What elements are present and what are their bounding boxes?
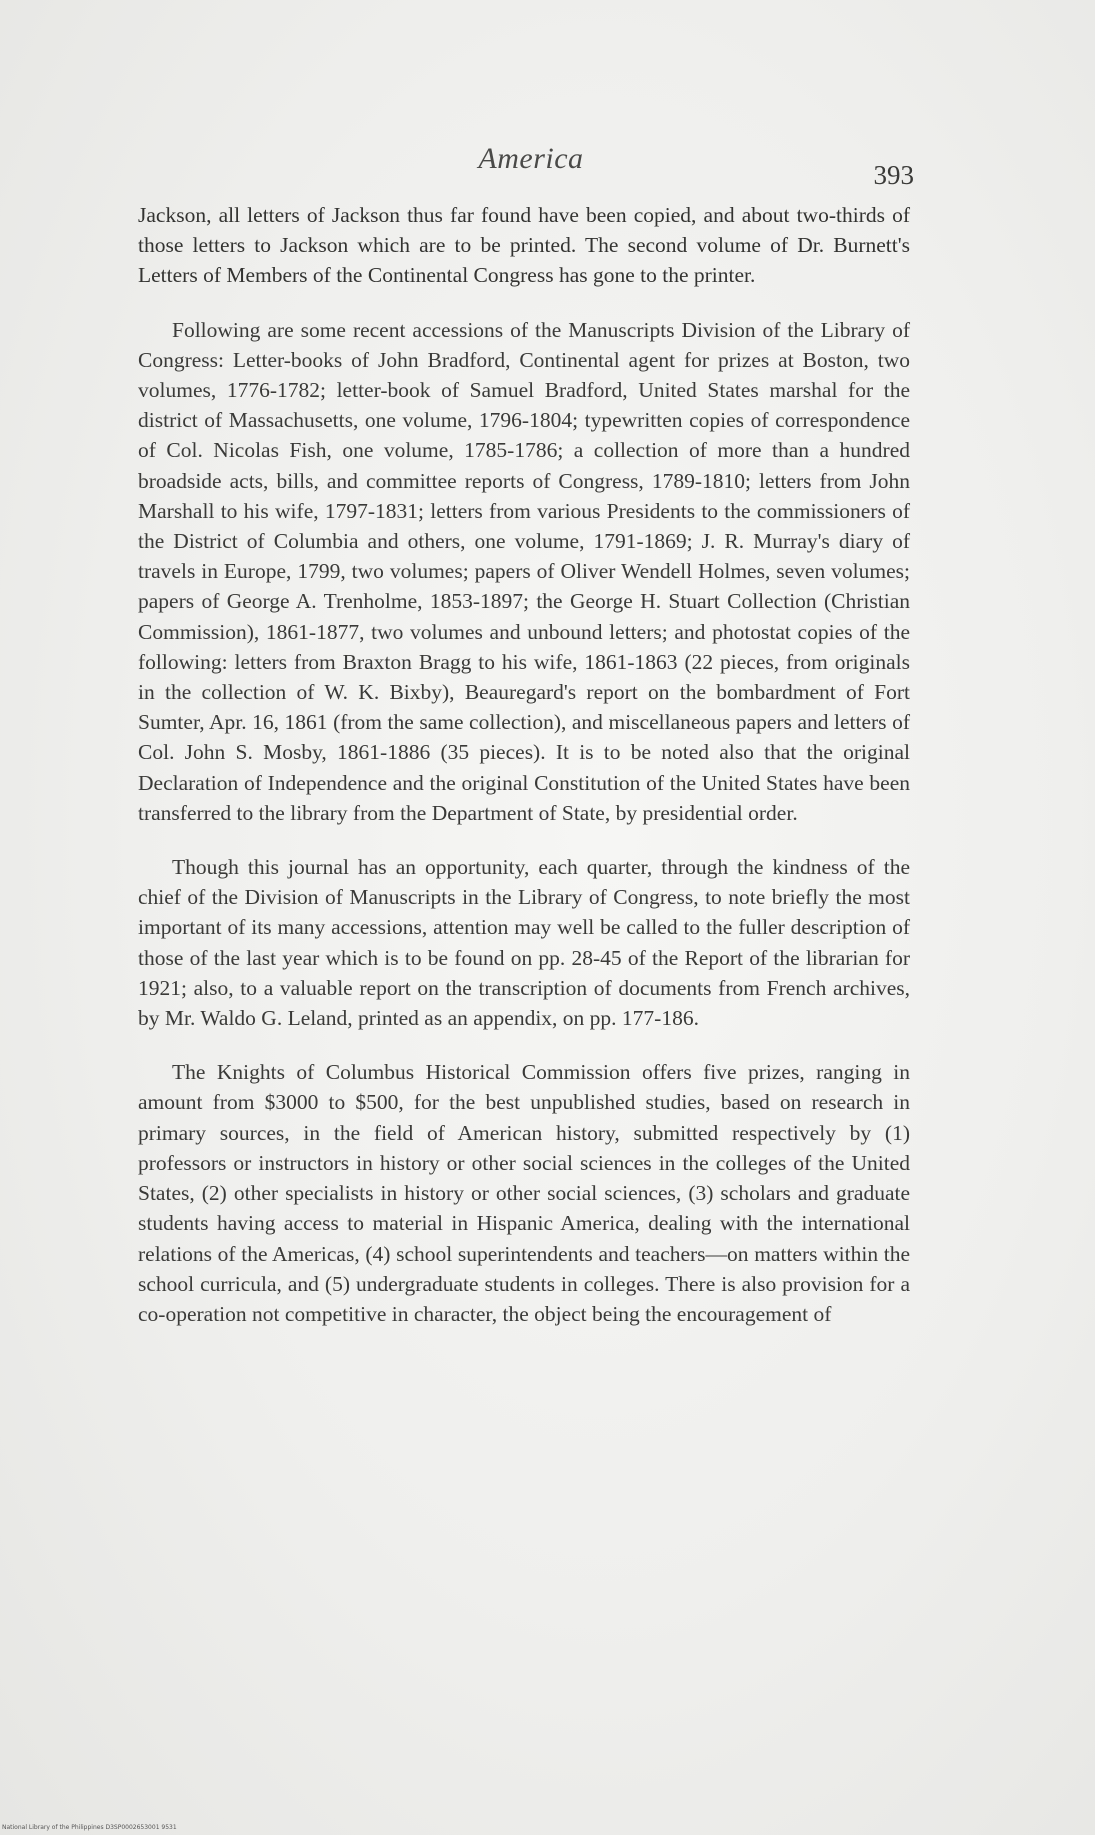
page-number: 393 bbox=[873, 160, 914, 190]
running-title: America bbox=[478, 142, 584, 175]
paragraph-accessions: Following are some recent accessions of the Manuscripts Division of the Library of Congress: Letter-books of John Bradford, Continental agent for prizes at Boston, two volumes, 1776-1782; letter-book of Samuel Bradford, United States marshal for the district of Massachusetts, one volume, 1796-1804; typewritten copies of correspondence of Col. Nicolas Fish, one volume, 1785-1786; a collection of more than a hundred broadside acts, bills, and committee reports of Congress, 1789-1810; letters from John Marshall to his wife, 1797-1831; letters from various Presidents to the commissioners of the District of Columbia and others, one volume, 1791-1869; J. R. Murray's diary of travels in Europe, 1799, two volumes; papers of Oliver Wendell Holmes, seven volumes; papers of George A. Trenholme, 1853-1897; the George H. Stuart Collection (Christian Commission), 1861-1877, two volumes and unbound letters; and photostat copies of the following: letters from Braxton Bragg to his wife, 1861-1863 (22 pieces, from originals in the collection of W. K. Bixby), Beauregard's report on the bombardment of Fort Sumter, Apr. 16, 1861 (from the same collection), and miscellaneous papers and letters of Col. John S. Mosby, 1861-1886 (35 pieces). It is to be noted also that the original Declaration of Independence and the original Constitution of the United States have been transferred to the library from the Department of State, by presidential order. bbox=[138, 317, 910, 825]
paragraph-journal-note: Though this journal has an opportunity, each quarter, through the kindness of the chief of the Division of Manuscripts in the Library of Congress, to note briefly the most important of its many accessions, attention may well be called to the fuller description of those of the last year which is to be found on pp. 28-45 of the Report of the librarian for 1921; also, to a valuable report on the transcription of documents from French archives, by Mr. Waldo G. Leland, printed as an appendix, on pp. 177-186. bbox=[138, 855, 910, 1031]
body-text bbox=[138, 200, 910, 1353]
scan-footer-note: National Library of the Philippines D3SP0002653001 9531 bbox=[2, 1824, 177, 1831]
page-header bbox=[136, 142, 926, 192]
paragraph-knights-of-columbus: The Knights of Columbus Historical Commission offers five prizes, ranging in amount from $3000 to $500, for the best unpublished studies, based on research in primary sources, in the field of American history, submitted respectively by (1) professors or instructors in history or other social sciences in the colleges of the United States, (2) other specialists in history or other social sciences, (3) scholars and graduate students having access to material in Hispanic America, dealing with the international relations of the Americas, (4) school superintendents and teachers—on matters within the school curricula, and (5) undergraduate students in colleges. There is also provision for a co-operation not competitive in character, the object being the encouragement of bbox=[138, 1060, 910, 1326]
paragraph-continued: Jackson, all letters of Jackson thus far found have been copied, and about two-thirds of those letters to Jackson which are to be printed. The second volume of Dr. Burnett's Letters of Members of the Continental Congress has gone to the printer. bbox=[138, 203, 910, 288]
